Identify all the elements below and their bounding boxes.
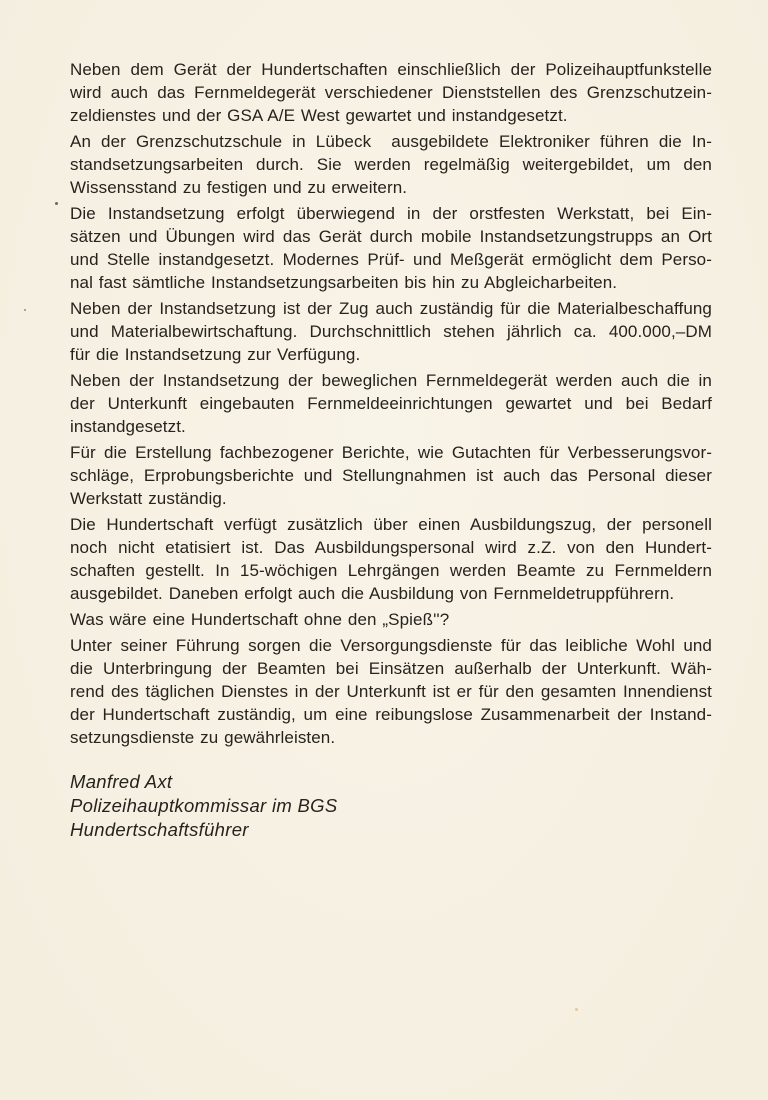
text-line: der Hundertschaft zuständig, um eine reibungslose Zusammenarbeit der Instand-	[70, 705, 712, 724]
paragraph-8	[70, 608, 712, 631]
text-line: der Unterkunft eingebauten Fernmeldeeinrichtungen gewartet und bei Bedarf	[70, 394, 712, 413]
text-line: Die Hundertschaft verfügt zusätzlich über einen Ausbildungszug, der personell	[70, 515, 712, 534]
paragraph-4	[70, 297, 712, 366]
text-line: instandgesetzt.	[70, 417, 186, 436]
text-line: Neben der Instandsetzung der beweglichen Fernmeldegerät werden auch die in	[70, 371, 712, 390]
paragraph-1	[70, 58, 712, 127]
text-line: Was wäre eine Hundertschaft ohne den „Spieß''?	[70, 610, 450, 629]
signature-role: Hundertschaftsführer	[70, 819, 249, 840]
text-line: sätzen und Übungen wird das Gerät durch mobile Instandsetzungstrupps an Ort	[70, 227, 712, 246]
paragraph-5	[70, 369, 712, 438]
text-line: und Materialbewirtschaftung. Durchschnittlich stehen jährlich ca. 400.000,–DM	[70, 322, 712, 341]
text-line: Werkstatt zuständig.	[70, 489, 227, 508]
text-line: An der Grenzschutzschule in Lübeck ausgebildete Elektroniker führen die In-	[70, 132, 712, 151]
signature-name: Manfred Axt	[70, 771, 173, 792]
paragraph-2	[70, 130, 712, 199]
text-line: Wissensstand zu festigen und zu erweitern.	[70, 178, 408, 197]
text-line: Neben dem Gerät der Hundertschaften einschließlich der Polizeihauptfunkstelle	[70, 60, 712, 79]
paragraph-3	[70, 202, 712, 294]
signature-rank: Polizeihauptkommissar im BGS	[70, 795, 338, 816]
text-line: setzungsdienste zu gewährleisten.	[70, 728, 336, 747]
text-line: Die Instandsetzung erfolgt überwiegend in der orstfesten Werkstatt, bei Ein-	[70, 204, 712, 223]
text-line: und Stelle instandgesetzt. Modernes Prüf- und Meßgerät ermöglicht dem Perso-	[70, 250, 712, 269]
paragraph-7	[70, 513, 712, 605]
body-text	[70, 58, 712, 842]
text-line: für die Instandsetzung zur Verfügung.	[70, 345, 361, 364]
text-line: wird auch das Fernmeldegerät verschiedener Dienststellen des Grenzschutzein-	[70, 83, 712, 102]
text-line: rend des täglichen Dienstes in der Unterkunft ist er für den gesamten Innendienst	[70, 682, 712, 701]
text-line: noch nicht etatisiert ist. Das Ausbildungspersonal wird z.Z. von den Hundert-	[70, 538, 712, 557]
text-line: schaften gestellt. In 15-wöchigen Lehrgängen werden Beamte zu Fernmeldern	[70, 561, 712, 580]
text-line: Unter seiner Führung sorgen die Versorgungsdienste für das leibliche Wohl und	[70, 636, 712, 655]
paragraph-9	[70, 634, 712, 749]
paper-speck	[55, 202, 58, 205]
paper-speck	[575, 1008, 578, 1011]
text-line: Neben der Instandsetzung ist der Zug auch zuständig für die Materialbeschaffung	[70, 299, 712, 318]
text-line: zeldienstes und der GSA A/E West gewartet und instandgesetzt.	[70, 106, 568, 125]
text-line: schläge, Erprobungsberichte und Stellungnahmen ist auch das Personal dieser	[70, 466, 712, 485]
text-line: Für die Erstellung fachbezogener Berichte, wie Gutachten für Verbesserungsvor-	[70, 443, 712, 462]
text-line: ausgebildet. Daneben erfolgt auch die Ausbildung von Fernmeldetruppführern.	[70, 584, 675, 603]
text-line: nal fast sämtliche Instandsetzungsarbeiten bis hin zu Abgleicharbeiten.	[70, 273, 618, 292]
text-line: die Unterbringung der Beamten bei Einsätzen außerhalb der Unterkunft. Wäh-	[70, 659, 712, 678]
signature-block	[70, 770, 712, 842]
paragraph-6	[70, 441, 712, 510]
paper-speck	[24, 309, 26, 311]
text-line: standsetzungsarbeiten durch. Sie werden regelmäßig weitergebildet, um den	[70, 155, 712, 174]
